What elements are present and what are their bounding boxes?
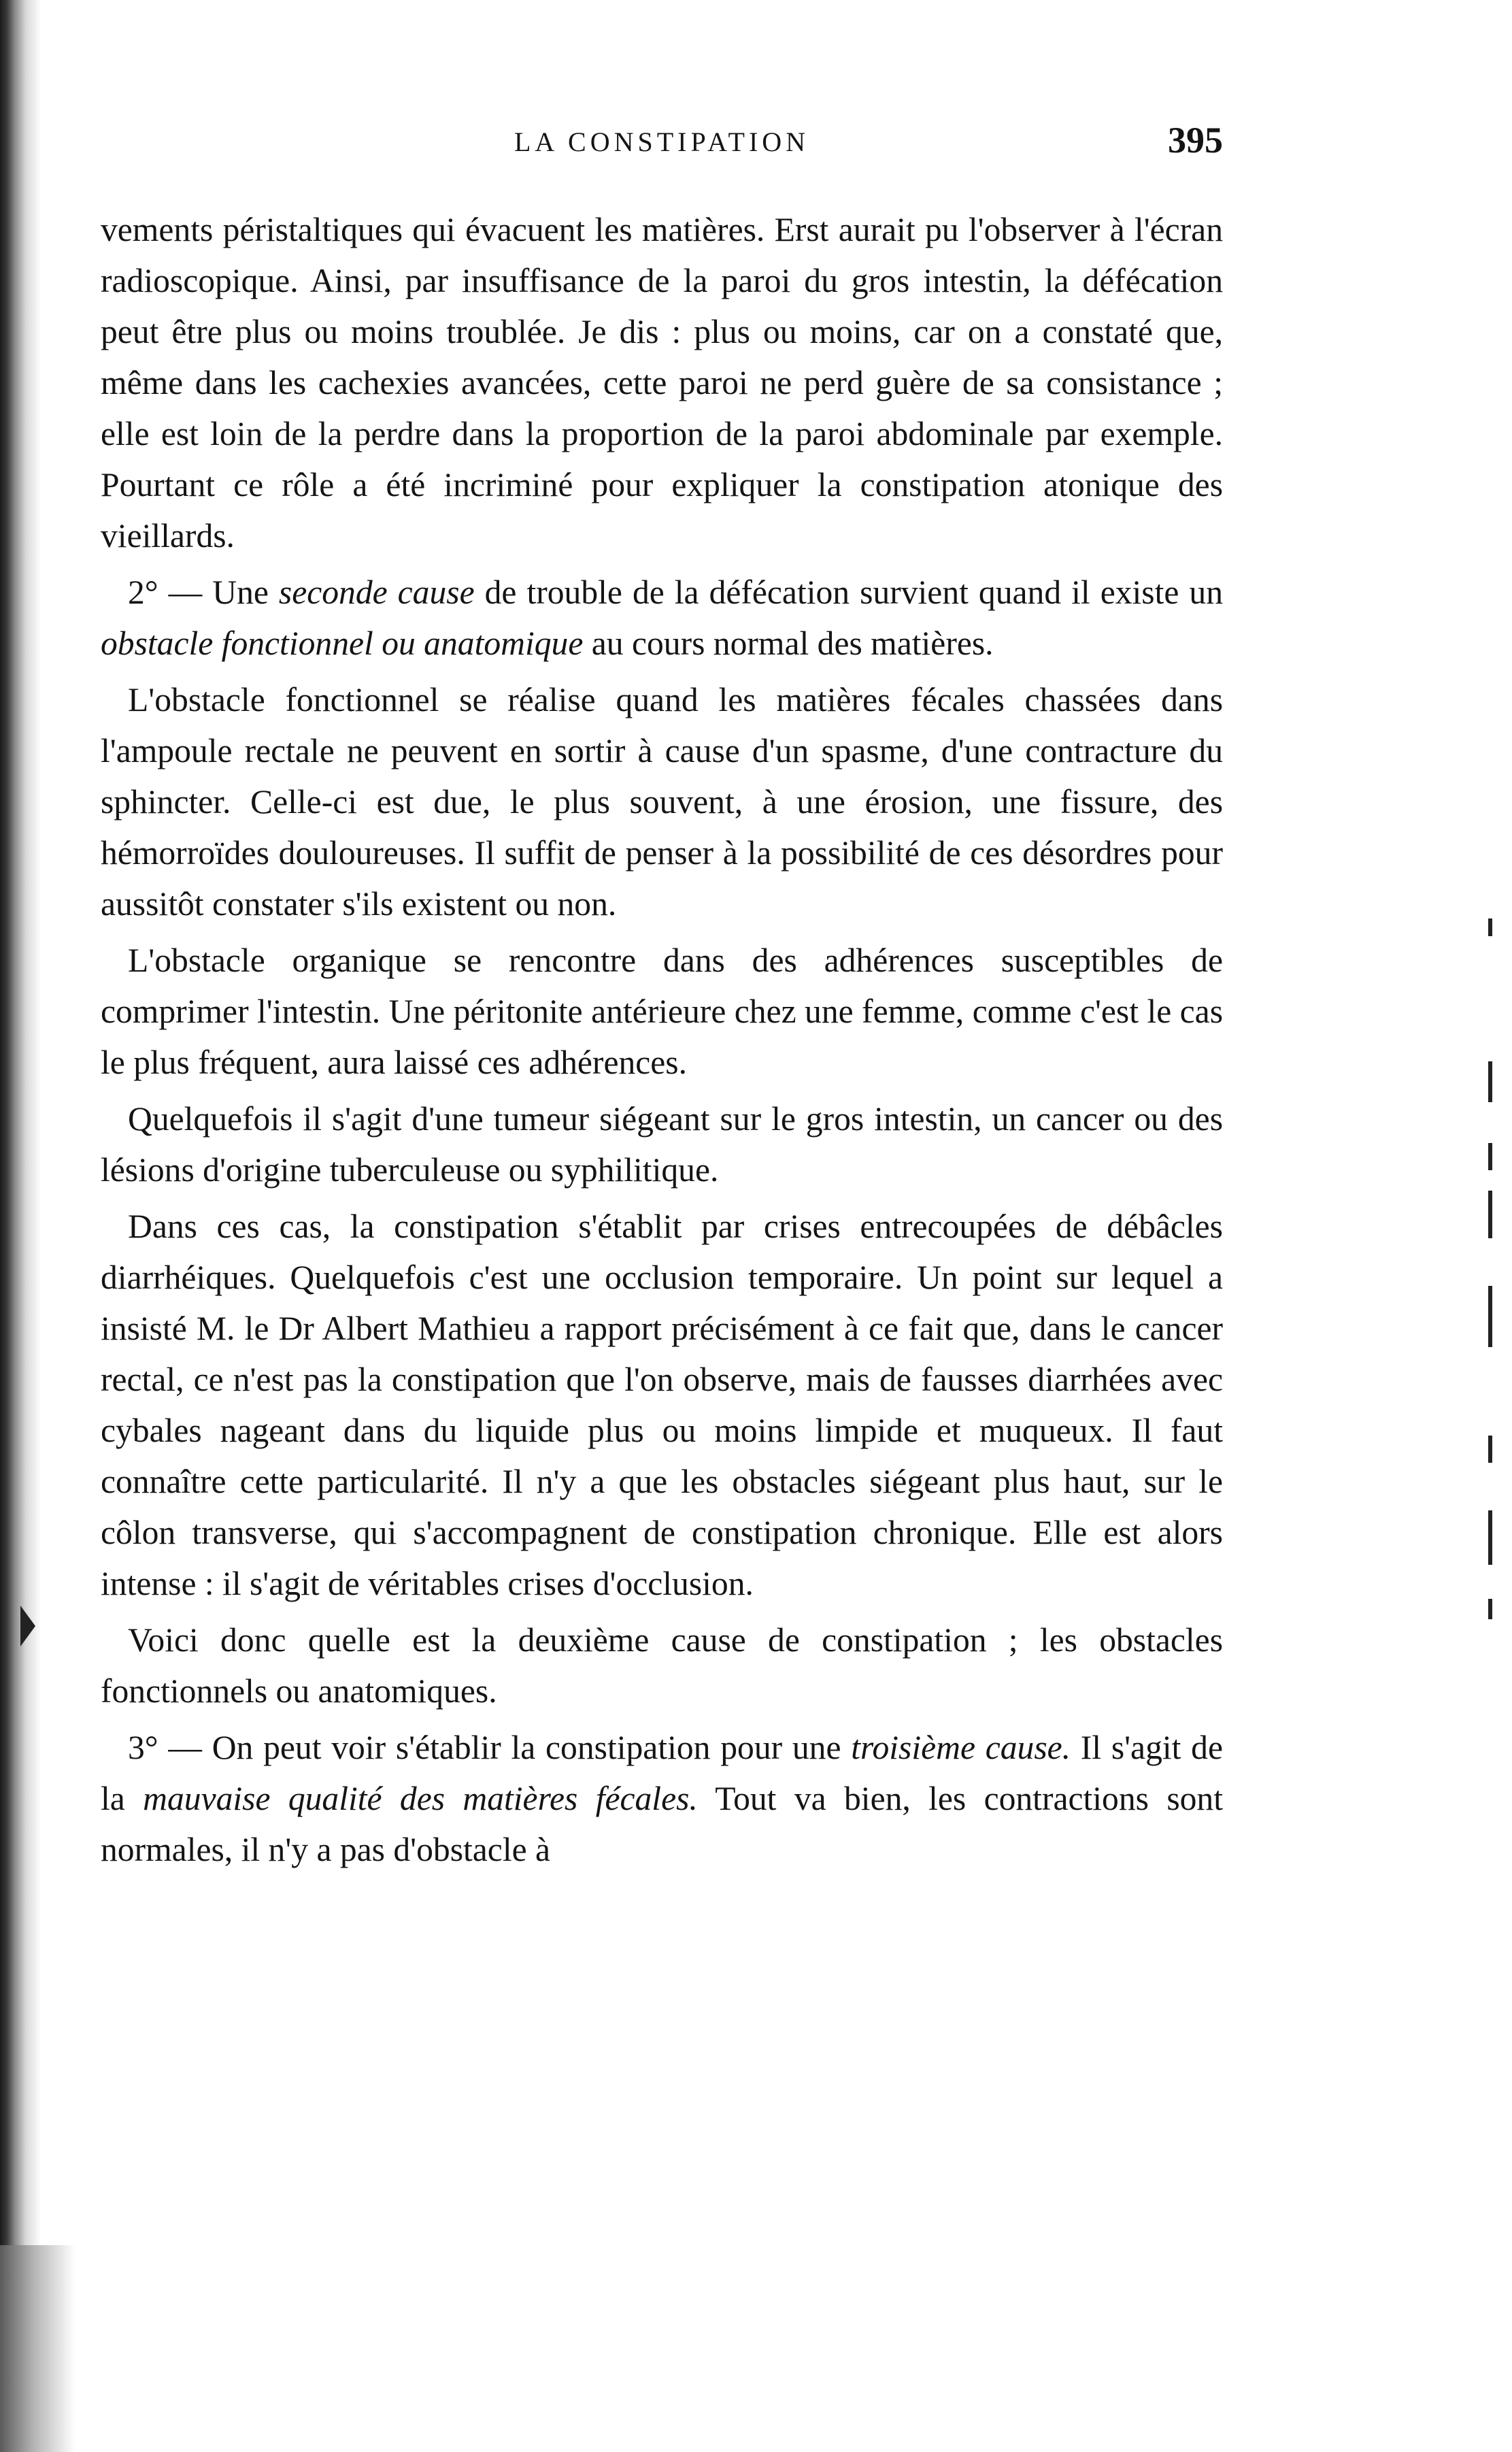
margin-mark — [1488, 1061, 1492, 1102]
body-text — [101, 204, 1223, 1875]
running-title: LA CONSTIPATION — [514, 127, 810, 157]
paragraph-2-suffix: au cours normal des matières. — [583, 625, 994, 662]
margin-bleed-marks — [1483, 918, 1503, 1667]
margin-mark — [1488, 1191, 1492, 1238]
paragraph-1: vements péristaltiques qui évacuent les matières. Erst aurait pu l'observer à l'écran radioscopique. Ainsi, par insuffisance de la paroi du gros intestin, la défécation peut être plus ou moins troublée. Je dis : plus ou moins, car on a constaté que, même dans les cachexies avancées, cette paroi ne perd guère de sa consistance ; elle est loin de la perdre dans la proportion de la paroi abdominale par exemple. Pourtant ce rôle a été incriminé pour expliquer la constipation atonique des vieillards. — [101, 211, 1223, 554]
scan-corner-shadow — [0, 2245, 75, 2452]
paragraph-2-emphasis-1: seconde cause — [278, 574, 475, 611]
paragraph-8-suffix: Tout va bien, les contractions sont normales, il n'y a pas d'obstacle à — [101, 1780, 1223, 1868]
margin-mark — [1488, 1286, 1492, 1347]
paragraph-8-emphasis-2: mauvaise qualité des matières fécales. — [143, 1780, 698, 1817]
paragraph-2-emphasis-2: obstacle fonctionnel ou anatomique — [101, 625, 584, 662]
paragraph-6: Dans ces cas, la constipation s'établit par crises entrecoupées de débâcles diarrhéiques. Quelquefois c'est une occlusion temporaire. Un point sur lequel a insisté M. le Dr Albert Mathieu a rapport précisément à ce fait que, dans le cancer rectal, ce n'est pas la constipation que l'on observe, mais de fausses diarrhées avec cybales nageant dans du liquide plus ou moins limpide et muqueux. Il faut connaître cette particularité. Il n'y a que les obstacles siégeant plus haut, sur le côlon transverse, qui s'accompagnent de constipation chronique. Elle est alors intense : il s'agit de véritables crises d'occlusion. — [101, 1208, 1223, 1602]
paragraph-2-prefix: 2° — Une — [128, 574, 279, 611]
book-page — [101, 119, 1223, 1875]
paragraph-2 — [101, 567, 1223, 669]
paragraph-8-mid: Il s'agit de la — [101, 1729, 1223, 1817]
scan-binding-shadow — [0, 0, 41, 2452]
paragraph-7: Voici donc quelle est la deuxième cause de constipation ; les obstacles fonctionnels ou anatomiques. — [101, 1621, 1223, 1710]
page-number: 395 — [1168, 120, 1223, 161]
paragraph-4: L'obstacle organique se rencontre dans des adhérences susceptibles de comprimer l'intestin. Une péritonite antérieure chez une femme, comme c'est le cas le plus fréquent, aura laissé ces adhérences. — [101, 942, 1223, 1081]
margin-mark — [1488, 1436, 1492, 1463]
paragraph-8-prefix: 3° — On peut voir s'établir la constipation pour une — [128, 1729, 852, 1766]
paragraph-5: Quelquefois il s'agit d'une tumeur siégeant sur le gros intestin, un cancer ou des lésions d'origine tuberculeuse ou syphilitique. — [101, 1100, 1223, 1189]
paragraph-8-emphasis-1: troisième cause. — [851, 1729, 1071, 1766]
margin-mark — [1488, 1143, 1492, 1170]
paragraph-3: L'obstacle fonctionnel se réalise quand les matières fécales chassées dans l'ampoule rectale ne peuvent en sortir à cause d'un spasme, d'une contracture du sphincter. Celle-ci est due, le plus souvent, à une érosion, une fissure, des hémorroïdes douloureuses. Il suffit de penser à la possibilité de ces désordres pour aussitôt constater s'ils existent ou non. — [101, 681, 1223, 923]
margin-mark — [1488, 1599, 1492, 1619]
margin-mark — [1488, 1510, 1492, 1565]
margin-mark — [1488, 918, 1492, 936]
running-head — [101, 119, 1223, 167]
paragraph-8 — [101, 1722, 1223, 1875]
paragraph-2-mid: de trouble de la défécation survient quand il existe un — [474, 574, 1224, 611]
